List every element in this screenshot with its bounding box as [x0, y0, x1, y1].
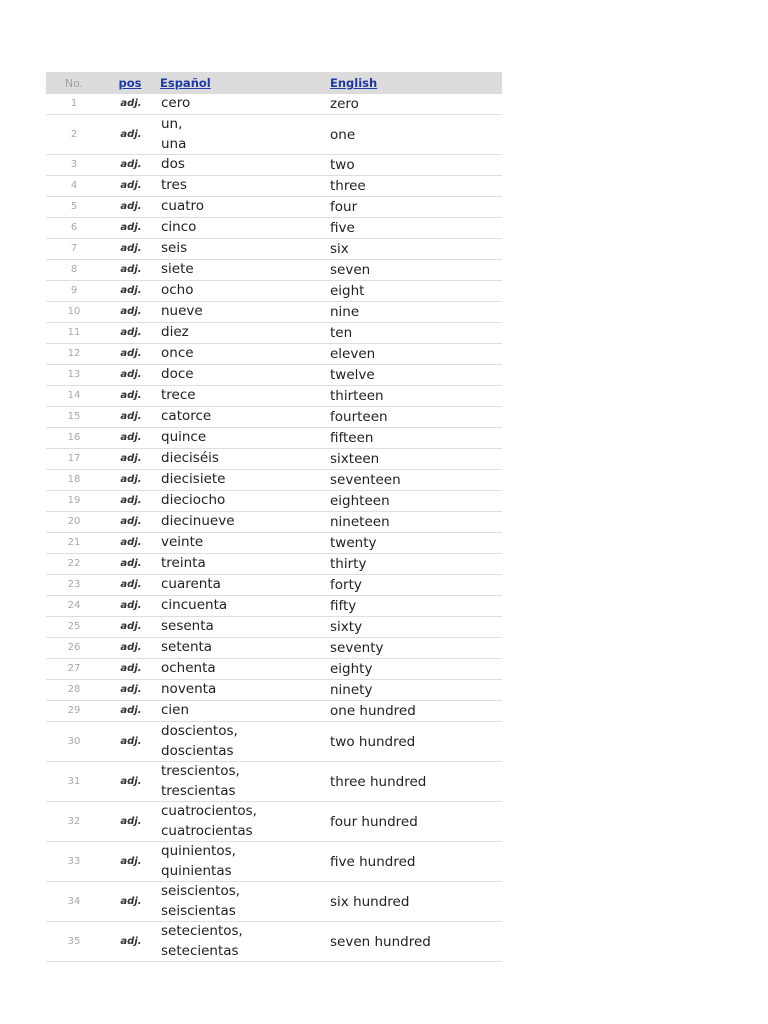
- spanish-term: [160, 617, 330, 638]
- table-row: [46, 638, 502, 659]
- row-number: 35: [46, 922, 102, 962]
- spanish-term-line: quince: [161, 429, 207, 446]
- spanish-term-line: trescientos,: [161, 763, 240, 779]
- table-row: [46, 197, 502, 218]
- spanish-term-line: diecinueve: [161, 513, 235, 530]
- sort-by-english-link[interactable]: English: [330, 76, 378, 90]
- english-term: one: [330, 115, 502, 155]
- english-term: seventeen: [330, 470, 502, 491]
- row-number: 15: [46, 407, 102, 428]
- spanish-term: [160, 365, 330, 386]
- spanish-term-line: dos: [161, 156, 185, 173]
- spanish-term: [160, 575, 330, 596]
- part-of-speech: adj.: [102, 197, 160, 218]
- table-row: [46, 155, 502, 176]
- row-number: 28: [46, 680, 102, 701]
- table-row: [46, 365, 502, 386]
- english-term: fifty: [330, 596, 502, 617]
- english-term: nineteen: [330, 512, 502, 533]
- english-term: ten: [330, 323, 502, 344]
- english-term: forty: [330, 575, 502, 596]
- row-number: 10: [46, 302, 102, 323]
- part-of-speech: adj.: [102, 407, 160, 428]
- spanish-term-line: cuatrocientos,: [161, 803, 257, 819]
- spanish-term: [160, 512, 330, 533]
- part-of-speech: adj.: [102, 239, 160, 260]
- spanish-term-line: setecientos,: [161, 923, 243, 939]
- table-row: [46, 762, 502, 802]
- part-of-speech: adj.: [102, 344, 160, 365]
- english-term: eleven: [330, 344, 502, 365]
- english-term: nine: [330, 302, 502, 323]
- row-number: 20: [46, 512, 102, 533]
- spanish-term: [160, 470, 330, 491]
- row-number: 3: [46, 155, 102, 176]
- spanish-term-line: doscientas: [161, 742, 234, 759]
- part-of-speech: adj.: [102, 386, 160, 407]
- table-row: [46, 407, 502, 428]
- row-number: 16: [46, 428, 102, 449]
- part-of-speech: adj.: [102, 176, 160, 197]
- english-term: four hundred: [330, 802, 502, 842]
- spanish-term: [160, 155, 330, 176]
- row-number: 23: [46, 575, 102, 596]
- part-of-speech: adj.: [102, 722, 160, 762]
- english-term: seven hundred: [330, 922, 502, 962]
- row-number: 27: [46, 659, 102, 680]
- part-of-speech: adj.: [102, 260, 160, 281]
- spanish-term-line: ochenta: [161, 660, 216, 677]
- header-number: No.: [64, 76, 84, 90]
- spanish-term: [160, 554, 330, 575]
- spanish-term: [160, 428, 330, 449]
- spanish-term: [160, 842, 330, 882]
- row-number: 14: [46, 386, 102, 407]
- spanish-term-line: quinientas: [161, 862, 232, 879]
- row-number: 1: [46, 94, 102, 115]
- table-row: [46, 218, 502, 239]
- header-english: [330, 72, 502, 94]
- spanish-term-line: cien: [161, 702, 190, 719]
- part-of-speech: adj.: [102, 94, 160, 115]
- table-row: [46, 922, 502, 962]
- part-of-speech: adj.: [102, 281, 160, 302]
- part-of-speech: adj.: [102, 323, 160, 344]
- spanish-term-line: tres: [161, 177, 187, 194]
- spanish-term: [160, 762, 330, 802]
- spanish-term: [160, 659, 330, 680]
- spanish-term: [160, 533, 330, 554]
- spanish-term: [160, 491, 330, 512]
- spanish-term-line: catorce: [161, 408, 212, 425]
- spanish-term-line: diecisiete: [161, 471, 226, 488]
- vocabulary-table: [46, 72, 502, 962]
- english-term: twenty: [330, 533, 502, 554]
- header-pos: [102, 72, 160, 94]
- spanish-term: [160, 722, 330, 762]
- spanish-term: [160, 386, 330, 407]
- spanish-term: [160, 344, 330, 365]
- spanish-term-line: seiscientas: [161, 902, 236, 919]
- row-number: 31: [46, 762, 102, 802]
- part-of-speech: adj.: [102, 533, 160, 554]
- spanish-term: [160, 449, 330, 470]
- spanish-term-line: seis: [161, 240, 188, 257]
- table-row: [46, 323, 502, 344]
- spanish-term-line: doce: [161, 366, 194, 383]
- spanish-term-line: trescientas: [161, 782, 236, 799]
- row-number: 4: [46, 176, 102, 197]
- part-of-speech: adj.: [102, 762, 160, 802]
- spanish-term-line: nueve: [161, 303, 203, 320]
- table-row: [46, 596, 502, 617]
- part-of-speech: adj.: [102, 842, 160, 882]
- spanish-term: [160, 882, 330, 922]
- part-of-speech: adj.: [102, 470, 160, 491]
- spanish-term-line: cincuenta: [161, 597, 228, 614]
- table-body: [46, 94, 502, 962]
- row-number: 32: [46, 802, 102, 842]
- part-of-speech: adj.: [102, 554, 160, 575]
- spanish-term-line: cinco: [161, 219, 197, 236]
- table-row: [46, 176, 502, 197]
- english-term: ninety: [330, 680, 502, 701]
- part-of-speech: adj.: [102, 302, 160, 323]
- english-term: three: [330, 176, 502, 197]
- spanish-term-line: quinientos,: [161, 843, 236, 859]
- row-number: 25: [46, 617, 102, 638]
- spanish-term: [160, 281, 330, 302]
- spanish-term-line: cuatrocientas: [161, 822, 253, 839]
- english-term: seven: [330, 260, 502, 281]
- table-row: [46, 554, 502, 575]
- spanish-term-line: diez: [161, 324, 189, 341]
- spanish-term: [160, 218, 330, 239]
- row-number: 6: [46, 218, 102, 239]
- spanish-term-line: treinta: [161, 555, 206, 572]
- part-of-speech: adj.: [102, 701, 160, 722]
- part-of-speech: adj.: [102, 680, 160, 701]
- spanish-term-line: doscientos,: [161, 723, 238, 739]
- part-of-speech: adj.: [102, 575, 160, 596]
- english-term: seventy: [330, 638, 502, 659]
- row-number: 22: [46, 554, 102, 575]
- spanish-term-line: siete: [161, 261, 194, 278]
- row-number: 19: [46, 491, 102, 512]
- spanish-term-line: seiscientos,: [161, 883, 241, 899]
- table-row: [46, 680, 502, 701]
- english-term: eighty: [330, 659, 502, 680]
- row-number: 26: [46, 638, 102, 659]
- spanish-term: [160, 596, 330, 617]
- spanish-term-line: noventa: [161, 681, 217, 698]
- spanish-term-line: ocho: [161, 282, 194, 299]
- english-term: two hundred: [330, 722, 502, 762]
- table-row: [46, 512, 502, 533]
- part-of-speech: adj.: [102, 596, 160, 617]
- part-of-speech: adj.: [102, 882, 160, 922]
- spanish-term-line: setecientas: [161, 942, 239, 959]
- table-row: [46, 344, 502, 365]
- part-of-speech: adj.: [102, 449, 160, 470]
- spanish-term-line: dieciocho: [161, 492, 226, 509]
- table-row: [46, 239, 502, 260]
- spanish-term: [160, 638, 330, 659]
- spanish-term-line: un,: [161, 116, 183, 132]
- row-number: 33: [46, 842, 102, 882]
- table-row: [46, 260, 502, 281]
- english-term: five hundred: [330, 842, 502, 882]
- spanish-term: [160, 323, 330, 344]
- spanish-term-line: cuarenta: [161, 576, 221, 593]
- english-term: thirteen: [330, 386, 502, 407]
- part-of-speech: adj.: [102, 155, 160, 176]
- english-term: six hundred: [330, 882, 502, 922]
- row-number: 8: [46, 260, 102, 281]
- row-number: 17: [46, 449, 102, 470]
- row-number: 13: [46, 365, 102, 386]
- row-number: 34: [46, 882, 102, 922]
- sort-by-spanish-link[interactable]: Español: [160, 76, 211, 90]
- sort-by-pos-link[interactable]: pos: [118, 76, 142, 90]
- part-of-speech: adj.: [102, 115, 160, 155]
- spanish-term: [160, 802, 330, 842]
- spanish-term-line: veinte: [161, 534, 204, 551]
- spanish-term-line: cuatro: [161, 198, 205, 215]
- english-term: eight: [330, 281, 502, 302]
- english-term: fifteen: [330, 428, 502, 449]
- table-row: [46, 842, 502, 882]
- row-number: 12: [46, 344, 102, 365]
- english-term: one hundred: [330, 701, 502, 722]
- spanish-term: [160, 680, 330, 701]
- table-row: [46, 802, 502, 842]
- row-number: 5: [46, 197, 102, 218]
- vocabulary-table-container: [46, 72, 502, 962]
- part-of-speech: adj.: [102, 802, 160, 842]
- row-number: 30: [46, 722, 102, 762]
- part-of-speech: adj.: [102, 218, 160, 239]
- english-term: two: [330, 155, 502, 176]
- table-row: [46, 115, 502, 155]
- spanish-term-line: dieciséis: [161, 450, 219, 467]
- row-number: 11: [46, 323, 102, 344]
- row-number: 2: [46, 115, 102, 155]
- spanish-term: [160, 176, 330, 197]
- header-spanish: [160, 72, 330, 94]
- spanish-term: [160, 407, 330, 428]
- english-term: four: [330, 197, 502, 218]
- table-row: [46, 470, 502, 491]
- table-row: [46, 386, 502, 407]
- english-term: thirty: [330, 554, 502, 575]
- row-number: 18: [46, 470, 102, 491]
- row-number: 21: [46, 533, 102, 554]
- part-of-speech: adj.: [102, 428, 160, 449]
- spanish-term-line: cero: [161, 95, 191, 112]
- table-row: [46, 722, 502, 762]
- english-term: twelve: [330, 365, 502, 386]
- table-row: [46, 94, 502, 115]
- spanish-term-line: once: [161, 345, 194, 362]
- spanish-term-line: sesenta: [161, 618, 214, 635]
- row-number: 29: [46, 701, 102, 722]
- table-row: [46, 491, 502, 512]
- row-number: 24: [46, 596, 102, 617]
- spanish-term: [160, 115, 330, 155]
- english-term: sixty: [330, 617, 502, 638]
- table-row: [46, 281, 502, 302]
- part-of-speech: adj.: [102, 512, 160, 533]
- spanish-term: [160, 94, 330, 115]
- row-number: 9: [46, 281, 102, 302]
- table-row: [46, 449, 502, 470]
- english-term: eighteen: [330, 491, 502, 512]
- english-term: sixteen: [330, 449, 502, 470]
- spanish-term-line: trece: [161, 387, 196, 404]
- part-of-speech: adj.: [102, 617, 160, 638]
- spanish-term: [160, 701, 330, 722]
- table-row: [46, 575, 502, 596]
- english-term: zero: [330, 94, 502, 115]
- spanish-term: [160, 239, 330, 260]
- part-of-speech: adj.: [102, 922, 160, 962]
- spanish-term-line: una: [161, 135, 187, 152]
- part-of-speech: adj.: [102, 638, 160, 659]
- spanish-term: [160, 197, 330, 218]
- part-of-speech: adj.: [102, 365, 160, 386]
- table-row: [46, 533, 502, 554]
- spanish-term: [160, 922, 330, 962]
- table-row: [46, 659, 502, 680]
- table-header-row: [46, 72, 502, 94]
- table-row: [46, 428, 502, 449]
- english-term: three hundred: [330, 762, 502, 802]
- english-term: six: [330, 239, 502, 260]
- table-row: [46, 882, 502, 922]
- table-row: [46, 617, 502, 638]
- table-row: [46, 302, 502, 323]
- english-term: fourteen: [330, 407, 502, 428]
- english-term: five: [330, 218, 502, 239]
- spanish-term: [160, 302, 330, 323]
- spanish-term-line: setenta: [161, 639, 213, 656]
- row-number: 7: [46, 239, 102, 260]
- spanish-term: [160, 260, 330, 281]
- part-of-speech: adj.: [102, 491, 160, 512]
- part-of-speech: adj.: [102, 659, 160, 680]
- table-row: [46, 701, 502, 722]
